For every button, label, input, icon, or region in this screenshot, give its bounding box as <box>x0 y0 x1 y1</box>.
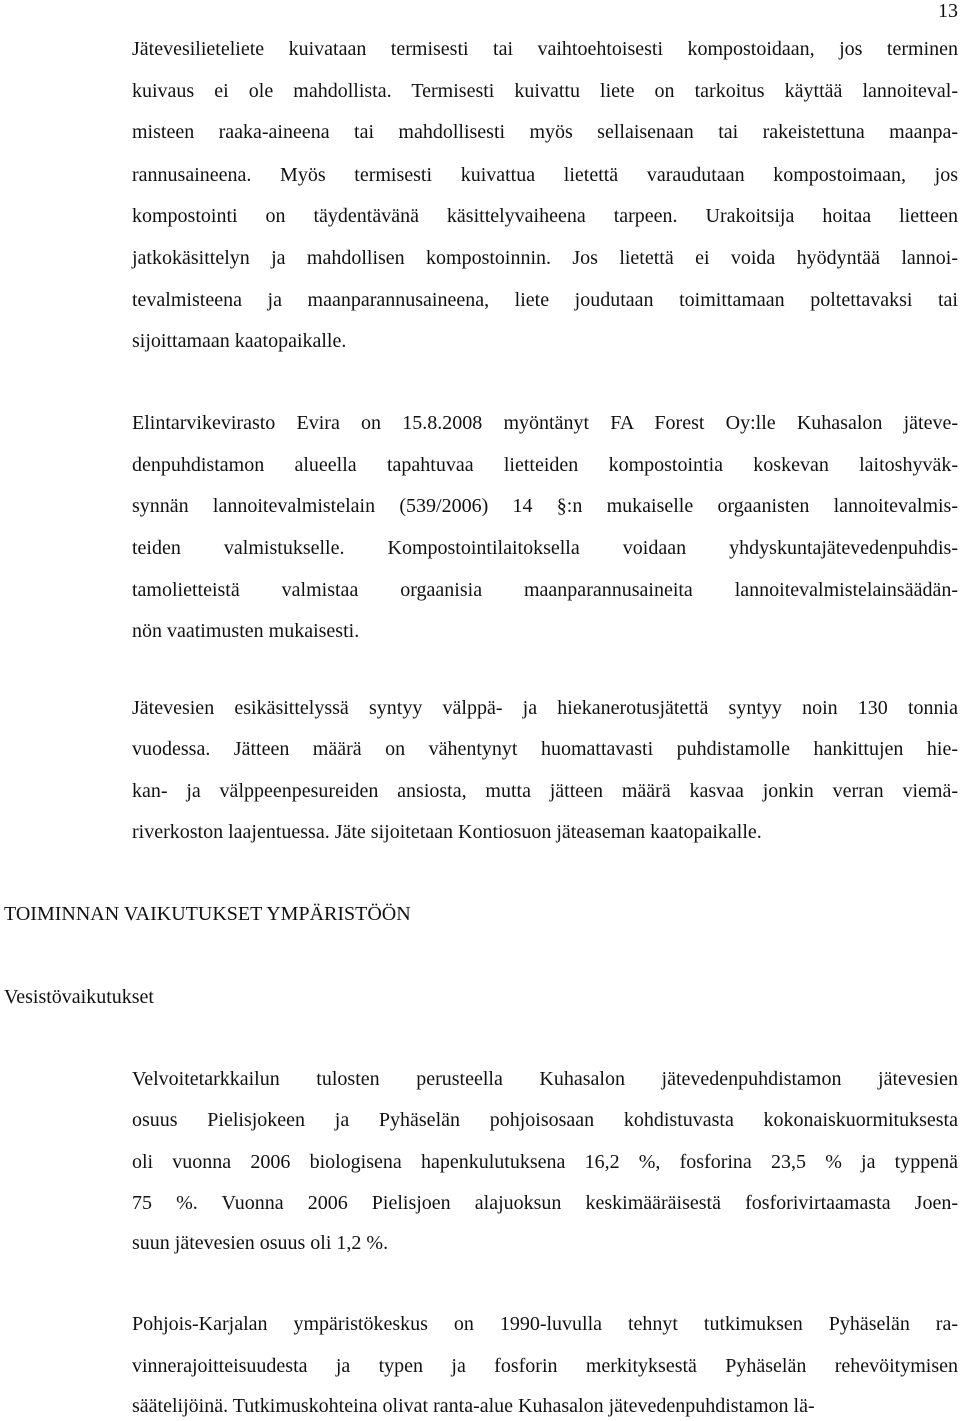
text-line: kuivaus ei ole mahdollista. Termisesti kuivattu liete on tarkoitus käyttää lannoiteval- <box>132 80 958 102</box>
page-number: 13 <box>938 0 958 22</box>
text-line: Jätevesien esikäsittelyssä syntyy välppä- ja hiekanerotusjätettä syntyy noin 130 tonnia <box>132 697 958 719</box>
text-line: tamolietteistä valmistaa orgaanisia maanparannusaineita lannoitevalmistelainsäädän- <box>132 579 958 601</box>
section-heading: TOIMINNAN VAIKUTUKSET YMPÄRISTÖÖN <box>4 903 411 925</box>
text-line: vinnerajoitteisuudesta ja typen ja fosforin merkityksestä Pyhäselän rehevöitymisen <box>132 1355 958 1377</box>
text-line: Elintarvikevirasto Evira on 15.8.2008 myöntänyt FA Forest Oy:lle Kuhasalon jäteve- <box>132 412 958 434</box>
text-line: misteen raaka-aineena tai mahdollisesti myös sellaisenaan tai rakeistettuna maanpa- <box>132 121 958 143</box>
text-line: säätelijöinä. Tutkimuskohteina olivat ranta-alue Kuhasalon jätevedenpuhdistamon lä- <box>132 1395 815 1417</box>
text-line: vuodessa. Jätteen määrä on vähentynyt huomattavasti puhdistamolle hankittujen hie- <box>132 738 958 760</box>
text-line: tevalmisteena ja maanparannusaineena, liete joudutaan toimittamaan poltettavaksi tai <box>132 289 958 311</box>
text-line: jatkokäsittelyn ja mahdollisen kompostoinnin. Jos lietettä ei voida hyödyntää lannoi- <box>132 247 958 269</box>
text-line: synnän lannoitevalmistelain (539/2006) 14 §:n mukaiselle orgaanisten lannoitevalmis- <box>132 495 958 517</box>
text-line: suun jätevesien osuus oli 1,2 %. <box>132 1232 389 1254</box>
text-line: Pohjois-Karjalan ympäristökeskus on 1990-luvulla tehnyt tutkimuksen Pyhäselän ra- <box>132 1313 958 1335</box>
text-line: kan- ja välppeenpesureiden ansiosta, mutta jätteen määrä kasvaa jonkin verran viemä- <box>132 780 958 802</box>
text-line: Velvoitetarkkailun tulosten perusteella Kuhasalon jätevedenpuhdistamon jätevesien <box>132 1068 958 1090</box>
text-line: sijoittamaan kaatopaikalle. <box>132 330 347 352</box>
text-line: nön vaatimusten mukaisesti. <box>132 620 360 642</box>
text-line: denpuhdistamon alueella tapahtuvaa lietteiden kompostointia koskevan laitoshyväk- <box>132 454 958 476</box>
text-line: oli vuonna 2006 biologisena hapenkulutuksena 16,2 %, fosforina 23,5 % ja typpenä <box>132 1151 958 1173</box>
text-line: kompostointi on täydentävänä käsittelyvaiheena tarpeen. Urakoitsija hoitaa lietteen <box>132 205 958 227</box>
subsection-heading: Vesistövaikutukset <box>4 986 154 1008</box>
text-line: Jätevesilieteliete kuivataan termisesti tai vaihtoehtoisesti kompostoidaan, jos terminen <box>132 38 958 60</box>
text-line: osuus Pielisjokeen ja Pyhäselän pohjoisosaan kohdistuvasta kokonaiskuormituksesta <box>132 1109 958 1131</box>
text-line: 75 %. Vuonna 2006 Pielisjoen alajuoksun keskimääräisestä fosforivirtaamasta Joen- <box>132 1192 958 1214</box>
text-line: riverkoston laajentuessa. Jäte sijoitetaan Kontiosuon jäteaseman kaatopaikalle. <box>132 821 762 843</box>
text-line: teiden valmistukselle. Kompostointilaitoksella voidaan yhdyskuntajätevedenpuhdis- <box>132 537 958 559</box>
text-line: rannusaineena. Myös termisesti kuivattua lietettä varaudutaan kompostoimaan, jos <box>132 164 958 186</box>
